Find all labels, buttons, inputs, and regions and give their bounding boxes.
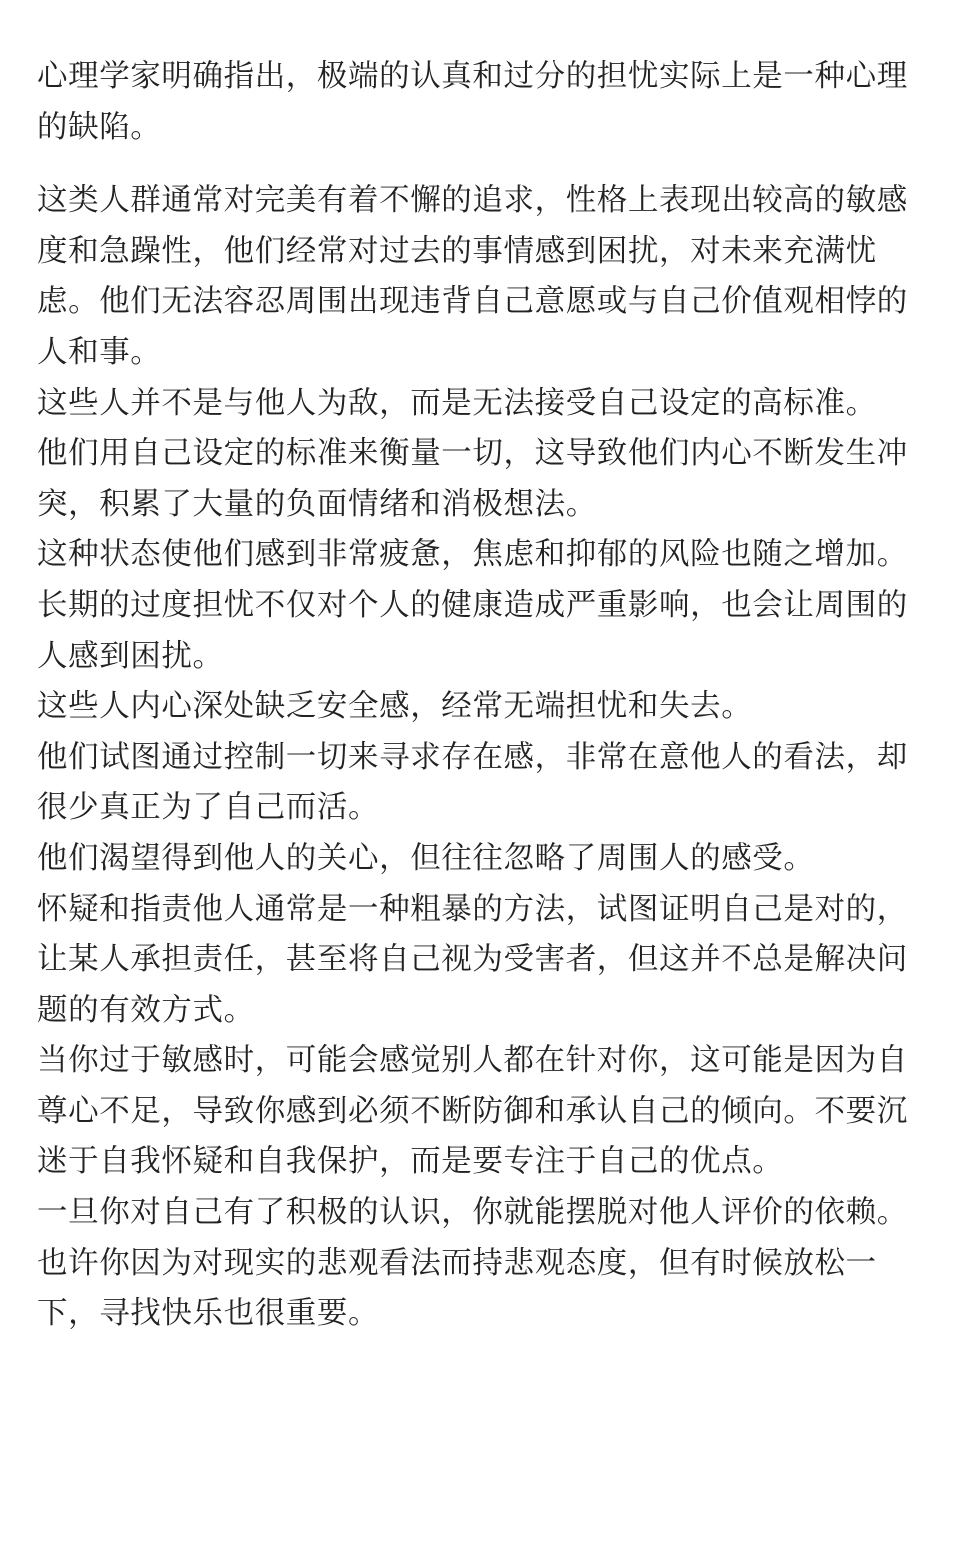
paragraph: 怀疑和指责他人通常是一种粗暴的方法，试图证明自己是对的，让某人承担责任，甚至将自己视为受害者，但这并不总是解决问题的有效方式。 xyxy=(37,891,908,1028)
paragraph: 长期的过度担忧不仅对个人的健康造成严重影响，也会让周围的人感到困扰。 xyxy=(37,587,908,674)
paragraph: 一旦你对自己有了积极的认识，你就能摆脱对他人评价的依赖。 xyxy=(37,1195,908,1231)
article-body xyxy=(37,52,937,1340)
paragraph: 这些人内心深处缺乏安全感，经常无端担忧和失去。 xyxy=(37,689,753,725)
paragraph: 这些人并不是与他人为敌，而是无法接受自己设定的高标准。 xyxy=(37,385,877,421)
paragraph: 心理学家明确指出，极端的认真和过分的担忧实际上是一种心理的缺陷。 xyxy=(37,59,908,145)
paragraph: 他们试图通过控制一切来寻求存在感，非常在意他人的看法，却很少真正为了自己而活。 xyxy=(37,739,908,826)
paragraph: 也许你因为对现实的悲观看法而持悲观态度，但有时候放松一下，寻找快乐也很重要。 xyxy=(37,1245,877,1332)
paragraph: 他们用自己设定的标准来衡量一切，这导致他们内心不断发生冲突，积累了大量的负面情绪和消极想法。 xyxy=(37,436,908,522)
paragraph: 这类人群通常对完美有着不懈的追求，性格上表现出较高的敏感度和急躁性，他们经常对过去的事情感到困扰，对未来充满忧虑。他们无法容忍周围出现违背自己意愿或与自己价值观相悖的人和事。 xyxy=(37,183,908,370)
paragraph: 当你过于敏感时，可能会感觉别人都在针对你，这可能是因为自尊心不足，导致你感到必须不断防御和承认自己的倾向。不要沉迷于自我怀疑和自我保护，而是要专注于自己的优点。 xyxy=(37,1043,908,1180)
paragraph: 他们渴望得到他人的关心，但往往忽略了周围人的感受。 xyxy=(37,840,815,876)
paragraph: 这种状态使他们感到非常疲惫，焦虑和抑郁的风险也随之增加。 xyxy=(37,537,908,573)
